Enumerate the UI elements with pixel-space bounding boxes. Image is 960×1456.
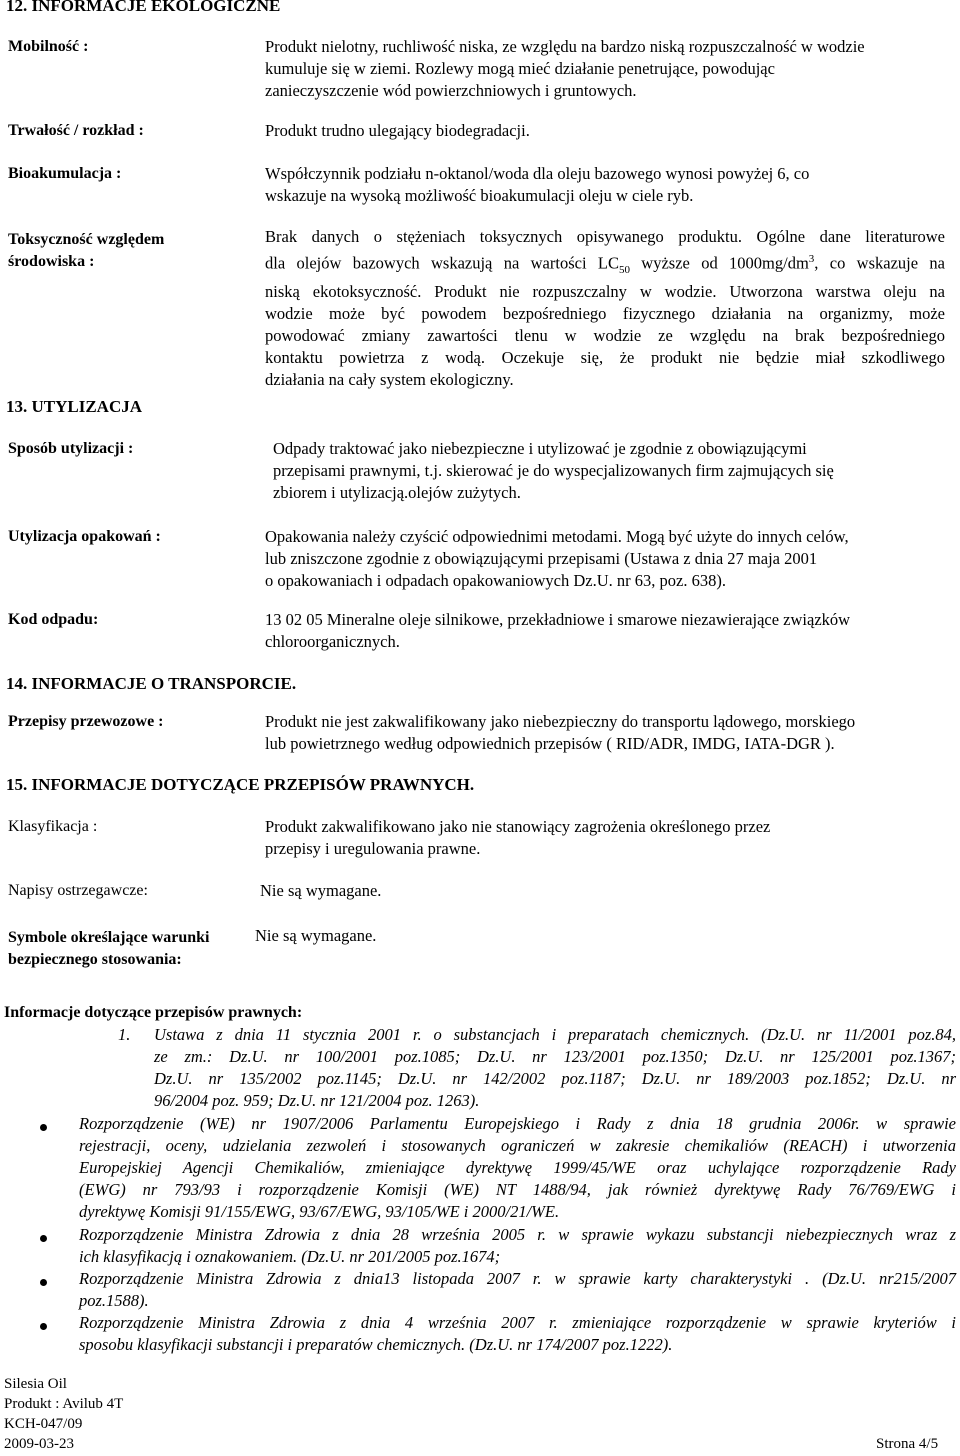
- safety-symbols-label: Symbole określające warunki bezpiecznego stosowania:: [8, 929, 210, 968]
- legal-bullet-2007-kryteria: Rozporządzenie Ministra Zdrowia z dnia 4 września 2007 r. zmieniające rozporządzenie w sprawie kryteriów i sposobu klasyfikacji substancji i preparatów chemicznych. (Dz.U. nr 174/2007 poz.1222).: [79, 1313, 956, 1354]
- section-12-heading: 12. INFORMACJE EKOLOGICZNE: [6, 0, 281, 15]
- legal-item-number: 1.: [118, 1025, 131, 1044]
- bioaccumulation-label: Bioakumulacja :: [8, 165, 122, 182]
- mobility-label: Mobilność :: [8, 38, 89, 55]
- toxicity-label: Toksyczność względem środowiska :: [8, 231, 165, 270]
- persistence-text: Produkt trudno ulegający biodegradacji.: [265, 121, 530, 140]
- classification-text: Produkt zakwalifikowano jako nie stanowiący zagrożenia określonego przez przepisy i uregulowania prawne.: [265, 817, 771, 858]
- section-13-heading: 13. UTYLIZACJA: [6, 397, 143, 416]
- bioaccumulation-text: Współczynnik podziału n-oktanol/woda dla oleju bazowego wynosi powyżej 6, co wskazuje na wysoką możliwość bioakumulacji oleju w ciele ryb.: [265, 164, 810, 205]
- legal-bullet-reach: Rozporządzenie (WE) nr 1907/2006 Parlamentu Europejskiego i Rady z dnia 18 grudnia 2006r. w sprawie rejestracji, oceny, udzielania zezwoleń i stosowanych ograniczeń w zakresie chemikaliów (REACH) i utworzenia Europejskiej Agencji Chemikaliów, zmieniające dyrektywę 1999/45/WE oraz uchylające rozporządzenie Rady (EWG) nr 793/93 i rozporządzenie Komisji (WE) NT 1488/94, jak również dyrektywę Rady 76/769/EWG i dyrektywę Komisji 91/155/EWG, 93/67/EWG, 93/105/WE i 2000/21/WE.: [79, 1114, 956, 1221]
- bullet-icon: [40, 1323, 47, 1330]
- disposal-method-label: Sposób utylizacji :: [8, 440, 134, 457]
- persistence-label: Trwałość / rozkład :: [8, 122, 144, 139]
- warning-labels-text: Nie są wymagane.: [260, 881, 382, 900]
- bullet-icon: [40, 1279, 47, 1286]
- mobility-text: Produkt nielotny, ruchliwość niska, ze względu na bardzo niską rozpuszczalność w wodzie kumuluje się w ziemi. Rozlewy mogą mieć działanie penetrujące, powodując zanieczyszczenie wód powierzchniowych i gruntowych.: [265, 37, 865, 100]
- legal-bullet-2007-karta: Rozporządzenie Ministra Zdrowia z dnia13 listopada 2007 r. w sprawie karty charakterystyki . (Dz.U. nr215/2007 poz.1588).: [79, 1269, 956, 1310]
- packaging-disposal-text: Opakowania należy czyścić odpowiednimi metodami. Mogą być użyte do innych celów, lub zniszczone zgodnie z obowiązującymi przepisami (Ustawa z dnia 27 maja 2001 o opakowaniach i odpadach opakowaniowych Dz.U. nr 63, poz. 638).: [265, 527, 849, 590]
- section-14-heading: 14. INFORMACJE O TRANSPORCIE.: [6, 674, 297, 693]
- bullet-icon: [40, 1124, 47, 1131]
- footer-code: KCH-047/09: [4, 1416, 83, 1432]
- waste-code-label: Kod odpadu:: [8, 611, 99, 628]
- safety-symbols-text: Nie są wymagane.: [255, 926, 377, 945]
- packaging-disposal-label: Utylizacja opakowań :: [8, 528, 161, 545]
- footer-product: Produkt : Avilub 4T: [4, 1396, 124, 1412]
- toxicity-text: Brak danych o stężeniach toksycznych opisywanego produktu. Ogólne dane literaturowe dla olejów bazowych wskazują na wartości $LC_{50}$ wyższe od $1000mg/dm^3$, co wskazuje na niską ekotoksyczność. Produkt nie rozpuszczalny w wodzie. Utworzona warstwa oleju na wodzie może być powodem bezpośredniego fizycznego działania na organizmy, może powodować zmiany zawartości tlenu w wodzie ze względu na brak bezpośredniego kontaktu powietrza z wodą. Oczekuje się, że produkt nie będzie miał szkodliwego działania na cały system ekologiczny.: [265, 227, 945, 389]
- footer-date: 2009-03-23: [4, 1436, 74, 1452]
- waste-code-text: 13 02 05 Mineralne oleje silnikowe, przekładniowe i smarowe niezawierające związków chloroorganicznych.: [265, 610, 851, 651]
- warning-labels-label: Napisy ostrzegawcze:: [8, 882, 148, 899]
- bullet-icon: [40, 1235, 47, 1242]
- transport-regulations-label: Przepisy przewozowe :: [8, 713, 164, 730]
- transport-regulations-text: Produkt nie jest zakwalifikowany jako niebezpieczny do transportu lądowego, morskiego lub powietrznego według odpowiednich przepisów ( RID/ADR, IMDG, IATA-DGR ).: [265, 712, 856, 753]
- footer-company: Silesia Oil: [4, 1376, 67, 1392]
- legal-bullet-2005: Rozporządzenie Ministra Zdrowia z dnia 28 września 2005 r. w sprawie wykazu substancji niebezpiecznych wraz z ich klasyfikacją i oznakowaniem. (Dz.U. nr 201/2005 poz.1674;: [79, 1225, 956, 1266]
- legal-info-heading: Informacje dotyczące przepisów prawnych:: [4, 1004, 303, 1021]
- disposal-method-text: Odpady traktować jako niebezpieczne i utylizować je zgodnie z obowiązującymi przepisami prawnymi, t.j. skierować je do wyspecjalizowanych firm zajmujących się zbiorem i utylizacją.olejów zużytych.: [273, 439, 834, 502]
- classification-label: Klasyfikacja :: [8, 818, 98, 835]
- section-15-heading: 15. INFORMACJE DOTYCZĄCE PRZEPISÓW PRAWNYCH.: [6, 775, 475, 794]
- legal-item-1: Ustawa z dnia 11 stycznia 2001 r. o substancjach i preparatach chemicznych. (Dz.U. nr 11/2001 poz.84, ze zm.: Dz.U. nr 100/2001 poz.1085; Dz.U. nr 123/2001 poz.1350; Dz.U. nr 125/2001 poz.1367; Dz.U. nr 135/2002 poz.1145; Dz.U. nr 142/2002 poz.1187; Dz.U. nr 189/2003 poz.1852; Dz.U. nr 96/2004 poz. 959; Dz.U. nr 121/2004 poz. 1263).: [154, 1025, 956, 1110]
- footer-info: [4, 1374, 123, 1454]
- footer-page-number: Strona 4/5: [876, 1436, 939, 1452]
